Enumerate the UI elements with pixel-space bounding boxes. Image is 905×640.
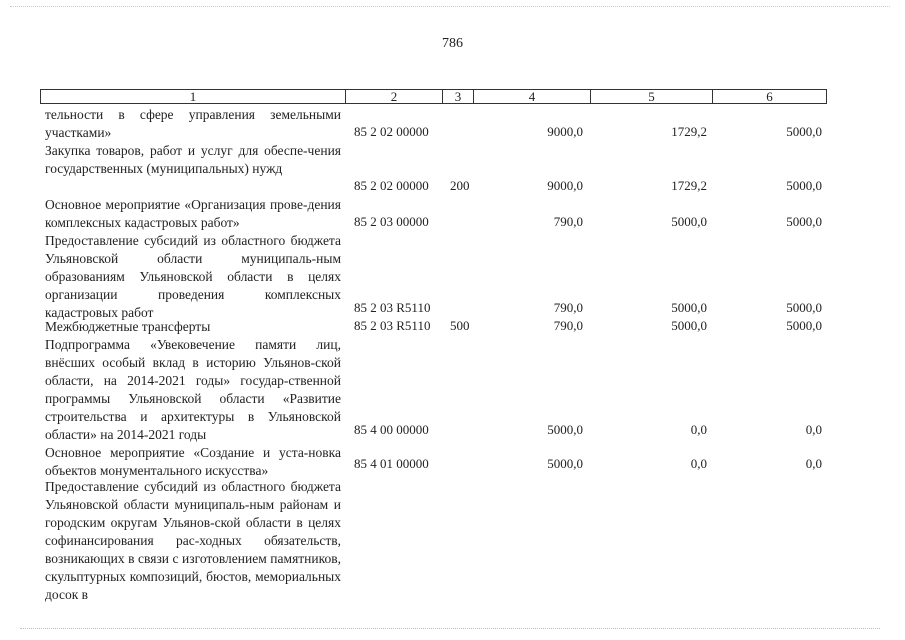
row-value-col4: 5000,0: [547, 422, 583, 437]
row-kvr: 200: [450, 178, 470, 193]
row-value-col5: 1729,2: [671, 178, 707, 193]
scan-artifact-top: [10, 6, 890, 8]
row-value-col5: 0,0: [690, 456, 707, 471]
row-code: 85 4 00 00000: [354, 422, 429, 437]
header-col-6: 6: [766, 89, 773, 104]
row-value-col6: 5000,0: [786, 318, 822, 333]
row-value-col5: 5000,0: [671, 214, 707, 229]
table-row: [45, 232, 835, 322]
row-description: Основное мероприятие «Создание и уста-новка объектов монументального искусства»: [45, 445, 341, 478]
table-row: [45, 106, 835, 142]
row-description: Межбюджетные трансферты: [45, 319, 211, 334]
row-code: 85 2 03 R5110: [354, 300, 431, 315]
row-value-col6: 5000,0: [786, 214, 822, 229]
row-description: Подпрограмма «Увековечение памяти лиц, внёсших особый вклад в историю Ульянов-ской области, на 2014-2021 годы» государ-ственной программы Ульяновской области «Развитие строительства и архитектуры в Ульяновской области» на 2014-2021 годы: [45, 337, 341, 442]
header-col-2: 2: [346, 90, 443, 103]
row-description: Основное мероприятие «Организация прове-дения комплексных кадастровых работ»: [45, 197, 341, 230]
row-code: 85 4 01 00000: [354, 456, 429, 471]
table-row: [45, 318, 835, 336]
header-col-3: 3: [443, 90, 474, 103]
row-description: Предоставление субсидий из областного бюджета Ульяновской области муниципаль-ным образованиям Ульяновской области в целях организации проведения комплексных кадастровых работ: [45, 233, 341, 320]
row-description: Закупка товаров, работ и услуг для обеспе-чения государственных (муниципальных) нужд: [45, 143, 341, 176]
header-col-5: 5: [591, 90, 713, 103]
row-value-col5: 5000,0: [671, 318, 707, 333]
row-value-col4: 9000,0: [547, 124, 583, 139]
row-value-col5: 1729,2: [671, 124, 707, 139]
row-code: 85 2 02 00000: [354, 124, 429, 139]
row-value-col6: 0,0: [805, 422, 822, 437]
row-code: 85 2 03 R5110: [354, 318, 431, 333]
row-value-col4: 790,0: [553, 300, 583, 315]
row-code: 85 2 03 00000: [354, 214, 429, 229]
row-description: Предоставление субсидий из областного бюджета Ульяновской области муниципаль-ным районам и городским округам Ульянов-ской области в целях софинансирования рас-ходных обязательств, возникающих в связи с изготовлением памятников, скульптурных композиций, бюстов, мемориальных досок в: [45, 479, 341, 602]
header-col-4: 4: [474, 90, 591, 103]
row-value-col6: 5000,0: [786, 124, 822, 139]
page-number: 786: [442, 36, 463, 51]
row-value-col6: 5000,0: [786, 300, 822, 315]
row-code: 85 2 02 00000: [354, 178, 429, 193]
scan-artifact-bottom: [20, 628, 880, 630]
header-col-1: 1: [41, 90, 346, 103]
row-value-col6: 0,0: [805, 456, 822, 471]
row-value-col5: 0,0: [690, 422, 707, 437]
row-kvr: 500: [450, 318, 470, 333]
row-value-col4: 9000,0: [547, 178, 583, 193]
row-value-col5: 5000,0: [671, 300, 707, 315]
row-value-col6: 5000,0: [786, 178, 822, 193]
table-header: [40, 89, 827, 104]
table-row: [45, 142, 835, 196]
row-value-col4: 5000,0: [547, 456, 583, 471]
row-value-col4: 790,0: [553, 214, 583, 229]
row-value-col4: 790,0: [553, 318, 583, 333]
table-row: [45, 336, 835, 444]
table-row: [45, 478, 835, 604]
row-description: тельности в сфере управления земельными участками»: [45, 107, 341, 140]
table-row: [45, 196, 835, 232]
table-row: [45, 444, 835, 480]
